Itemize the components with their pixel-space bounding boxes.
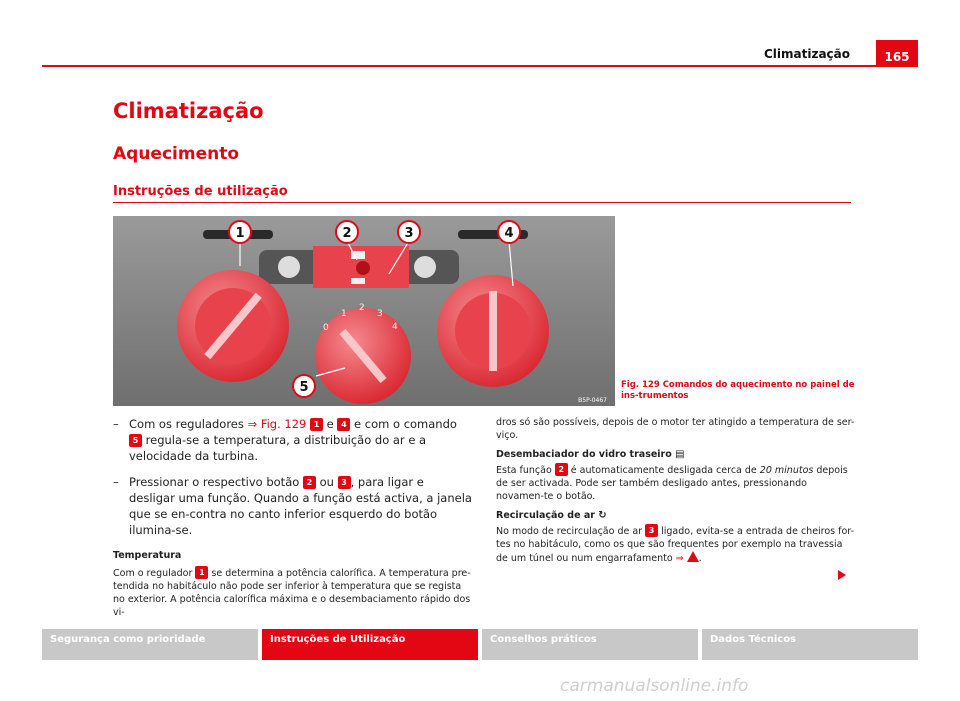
left-column xyxy=(113,416,473,619)
ref-badge-1: 1 xyxy=(310,418,323,431)
callout-4 xyxy=(498,221,520,243)
figure-link[interactable]: ⇒ Fig. 129 xyxy=(247,417,307,431)
right-seat-heater-button xyxy=(414,256,436,278)
footer-nav xyxy=(42,629,918,660)
svg-text:1: 1 xyxy=(235,226,245,241)
right-column xyxy=(496,416,856,565)
warning-icon[interactable] xyxy=(687,551,699,562)
section-title: Aquecimento xyxy=(113,144,240,164)
figure-caption: Fig. 129 Comandos do aquecimento no painel de ins-trumentos xyxy=(621,380,855,401)
svg-text:2: 2 xyxy=(342,226,352,241)
tab-practical-tips[interactable]: Conselhos práticos xyxy=(482,629,698,660)
air-distribution-knob-pointer xyxy=(489,291,497,371)
svg-text:5: 5 xyxy=(299,380,309,395)
warning-link[interactable]: ⇒ xyxy=(675,553,684,564)
ref-badge-2: 2 xyxy=(303,476,316,489)
rear-defrost-icon: ▤ xyxy=(675,449,685,460)
fan-label-2: 2 xyxy=(359,303,365,313)
tab-technical-data[interactable]: Dados Técnicos xyxy=(702,629,918,660)
temperature-paragraph: Com o regulador 1 se determina a potência calorífica. A temperatura pre-tendida no habitáculo não pode ser inferior à temperatura que se regista no exterior. A potência calorífica máxima e o desembaciamento rápido dos vi- xyxy=(113,568,471,618)
left-seat-heater-button xyxy=(278,256,300,278)
fan-label-3: 3 xyxy=(377,309,383,319)
ref-badge-5: 5 xyxy=(129,434,142,447)
running-header-title: Climatização xyxy=(763,47,850,61)
recirculation-paragraph: No modo de recirculação de ar 3 ligado, evita-se a entrada de cheiros for-tes no habitáculo, como os que são frequentes por exemplo na travessia de um túnel ou num engarrafamento ⇒ . xyxy=(496,526,855,564)
heater-controls-figure xyxy=(113,216,615,406)
temperature-heading: Temperatura xyxy=(113,550,182,561)
subsection-title: Instruções de utilização xyxy=(113,184,288,199)
defrost-paragraph: Esta função 2 é automaticamente desligada cerca de 20 minutos depois de ser activada. Pode ser também desligado antes, pressionando novamen-te o botão. xyxy=(496,465,848,502)
recirculation-button xyxy=(351,278,365,284)
continued-paragraph: dros só são possíveis, depois de o motor ter atingido a temperatura de ser-viço. xyxy=(496,417,855,441)
recirculation-heading: Recirculação de ar ↻ xyxy=(496,510,607,521)
defrost-heading: Desembaciador do vidro traseiro ▤ xyxy=(496,449,685,460)
tab-operating-instructions[interactable]: Instruções de Utilização xyxy=(262,629,478,660)
ref-badge-2: 2 xyxy=(555,463,568,476)
callout-5 xyxy=(293,375,315,397)
header-rule xyxy=(42,65,918,67)
tab-safety[interactable]: Segurança como prioridade xyxy=(42,629,258,660)
ref-badge-3: 3 xyxy=(338,476,351,489)
chapter-title: Climatização xyxy=(113,99,264,123)
callout-2 xyxy=(336,221,358,243)
svg-text:4: 4 xyxy=(504,226,514,241)
page-number-badge: 165 xyxy=(876,40,918,67)
ref-badge-3: 3 xyxy=(645,524,658,537)
callout-1 xyxy=(229,221,251,243)
callout-3 xyxy=(398,221,420,243)
svg-text:3: 3 xyxy=(404,226,414,241)
image-code: B5P-0467 xyxy=(578,397,607,404)
subsection-rule xyxy=(113,202,851,203)
recirculation-icon: ↻ xyxy=(598,510,607,521)
continue-arrow-icon xyxy=(838,570,846,580)
list-item: – Pressionar o respectivo botão 2 ou 3 , para ligar e desligar uma função. Quando a função está activa, a janela que se en-contra no canto inferior esquerdo do botão ilumina-se. xyxy=(113,475,472,537)
fan-label-4: 4 xyxy=(392,322,398,332)
fan-label-0: 0 xyxy=(323,323,329,333)
watermark: carmanualsonline.info xyxy=(560,676,749,696)
center-knob xyxy=(356,261,370,275)
ref-badge-1: 1 xyxy=(195,566,208,579)
list-item: – Com os reguladores ⇒ Fig. 129 1 e 4 e com o comando 5 regula-se a temperatura, a distribuição do ar e a velocidade da turbina. xyxy=(113,417,457,463)
ref-badge-4: 4 xyxy=(337,418,350,431)
fan-label-1: 1 xyxy=(341,309,347,319)
